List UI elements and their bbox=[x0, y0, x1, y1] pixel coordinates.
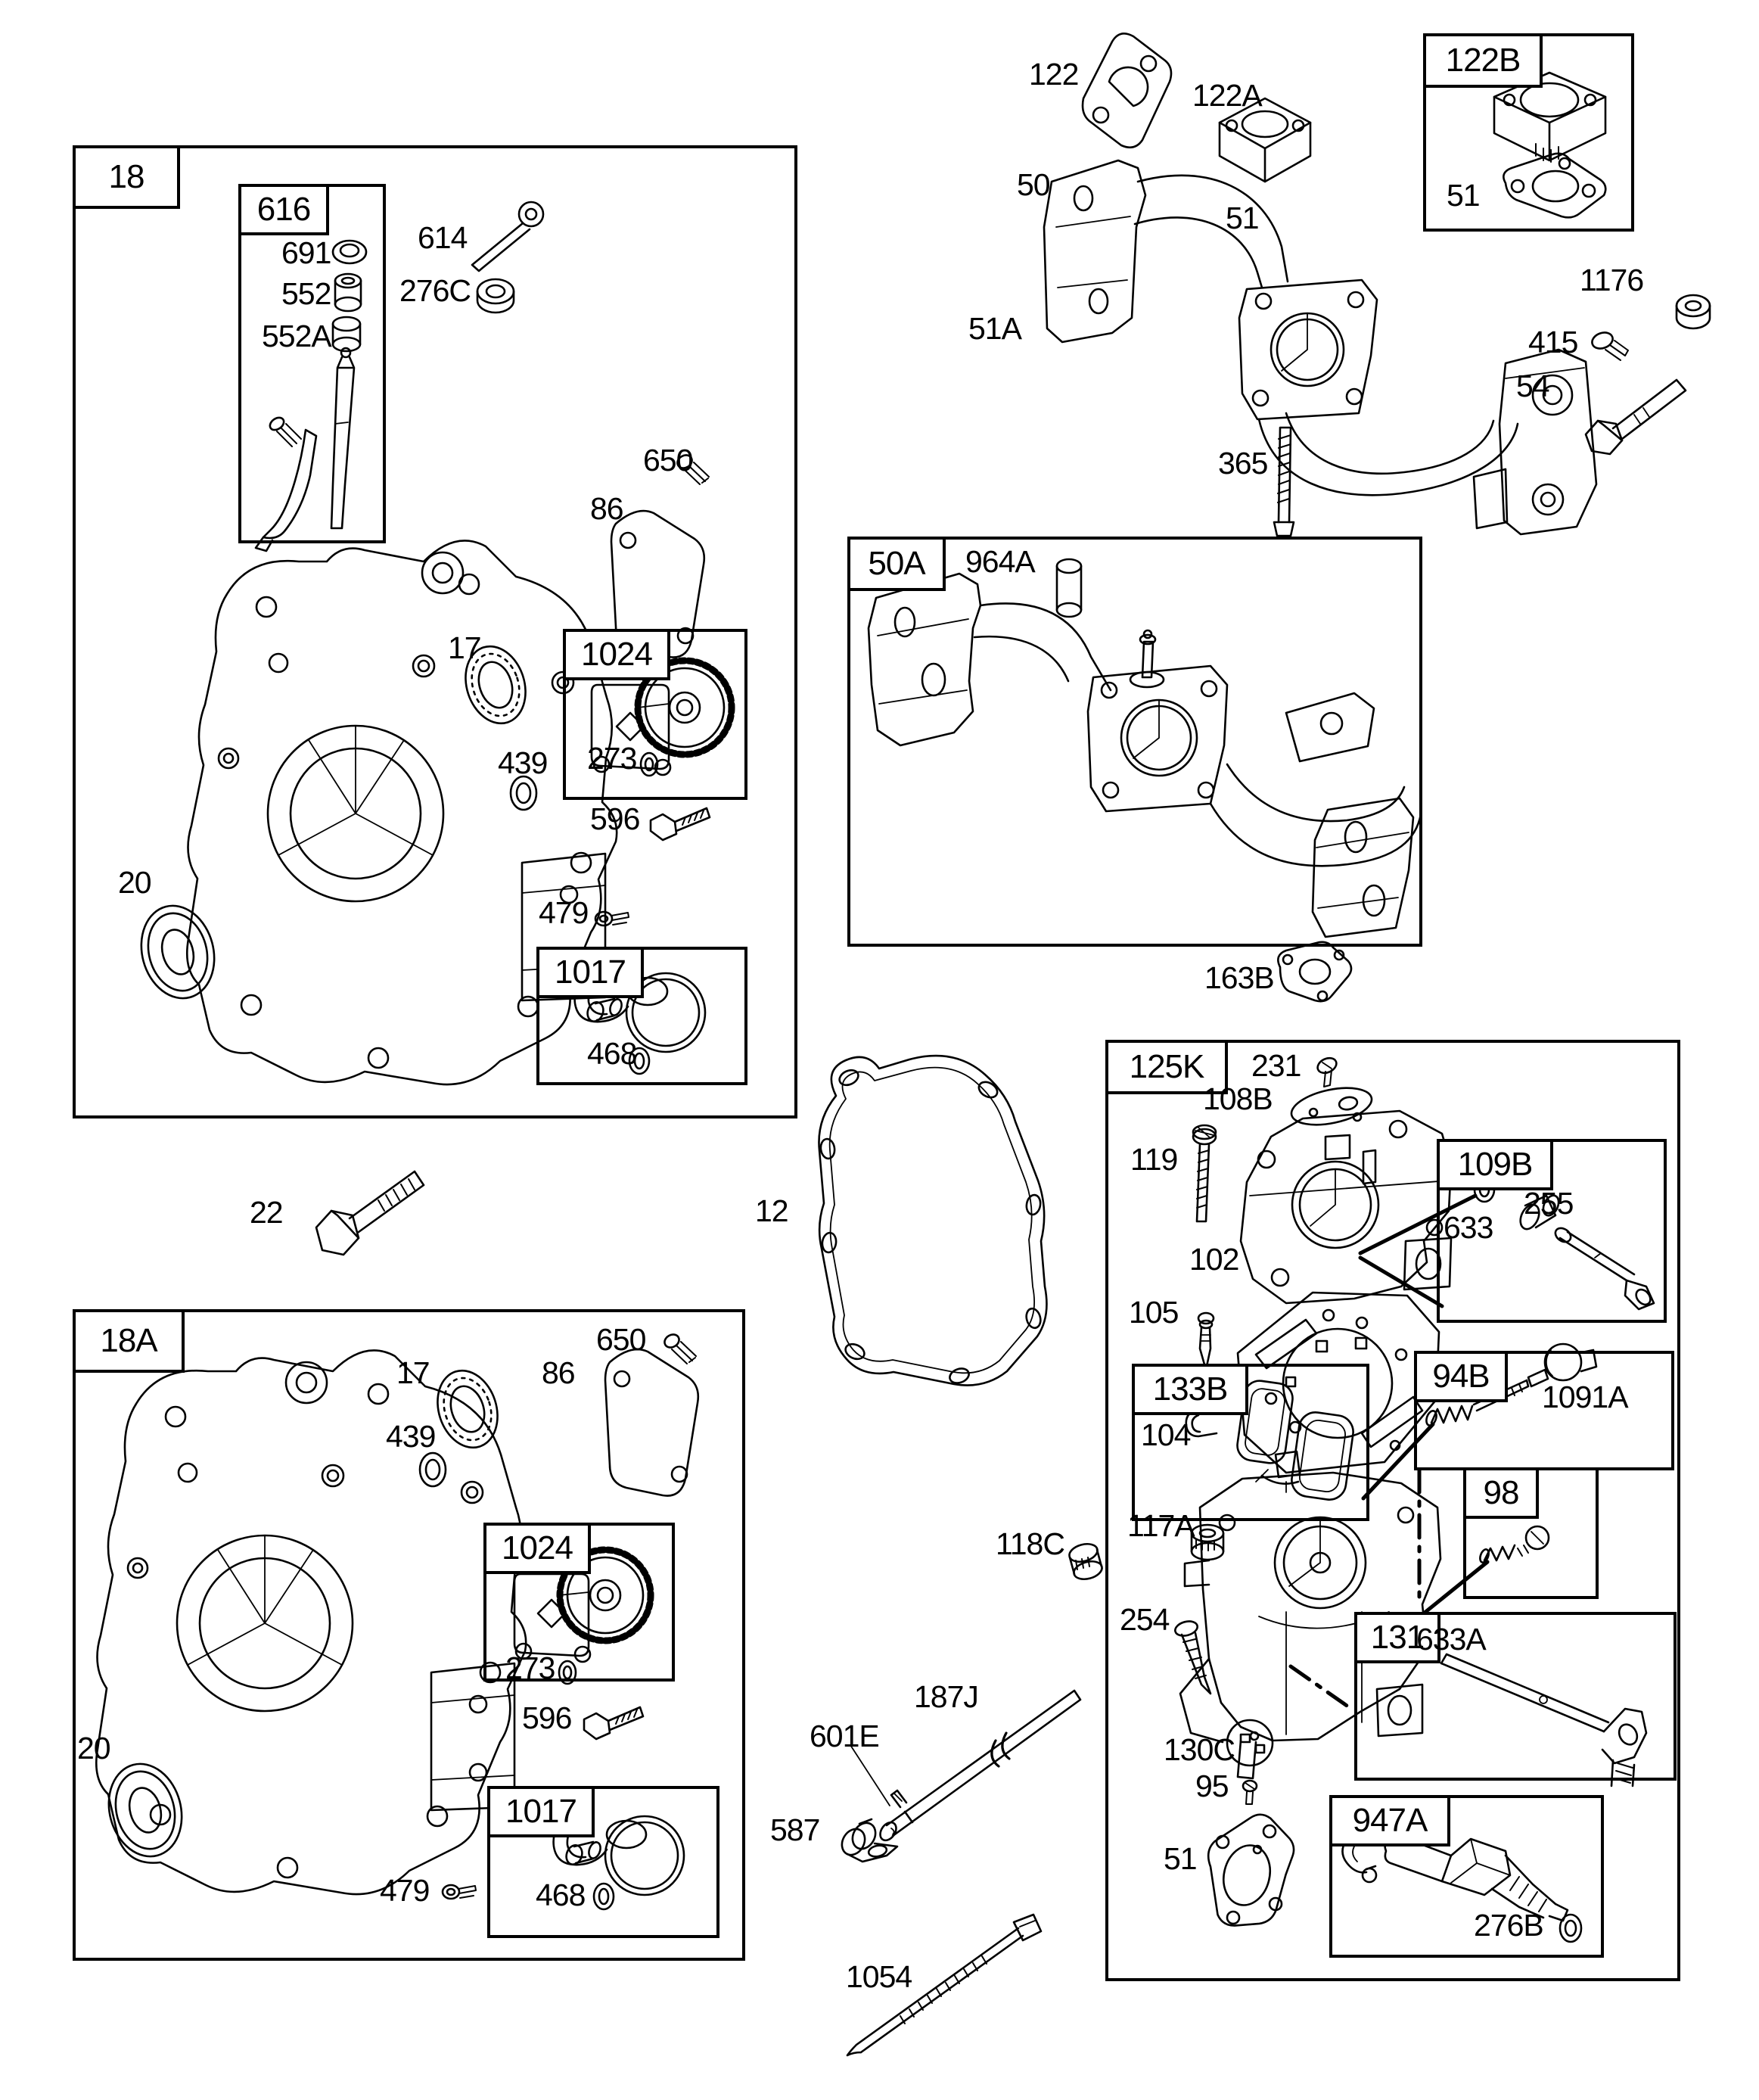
part-label-86a: 86 bbox=[590, 491, 623, 526]
group-label-94B: 94B bbox=[1432, 1358, 1490, 1395]
group-box-131 bbox=[1354, 1612, 1677, 1781]
group-label-18A: 18A bbox=[100, 1322, 157, 1359]
group-tab-109B bbox=[1437, 1139, 1553, 1190]
group-label-1024a: 1024 bbox=[581, 636, 652, 673]
part-label-1054: 1054 bbox=[846, 1959, 912, 1994]
group-tab-18A bbox=[73, 1309, 185, 1373]
part-label-365: 365 bbox=[1218, 446, 1268, 481]
group-box-50A bbox=[847, 537, 1422, 947]
group-tab-616 bbox=[238, 184, 329, 235]
group-tab-1017b bbox=[487, 1786, 595, 1837]
part-label-273b: 273 bbox=[505, 1650, 555, 1685]
group-tab-133B bbox=[1132, 1364, 1248, 1415]
group-label-1017a: 1017 bbox=[555, 954, 626, 991]
governor-shaft-187J-drawing bbox=[877, 1691, 1080, 1843]
group-tab-1024a bbox=[563, 629, 670, 680]
part-label-118C: 118C bbox=[996, 1526, 1064, 1561]
part-label-187J: 187J bbox=[914, 1679, 978, 1714]
part-label-119: 119 bbox=[1130, 1142, 1178, 1177]
part-label-633A: 633A bbox=[1416, 1622, 1486, 1657]
plug-118C-icon bbox=[1068, 1541, 1104, 1582]
part-label-105: 105 bbox=[1129, 1295, 1179, 1330]
group-tab-94B bbox=[1414, 1351, 1508, 1402]
group-box-1017a bbox=[536, 947, 747, 1085]
group-label-947A: 947A bbox=[1352, 1802, 1428, 1839]
part-label-51m: 51 bbox=[1226, 201, 1259, 235]
part-label-95: 95 bbox=[1195, 1769, 1229, 1803]
part-label-117A: 117A bbox=[1127, 1508, 1195, 1543]
part-label-276B: 276B bbox=[1474, 1908, 1543, 1943]
part-label-964A: 964A bbox=[965, 544, 1035, 579]
part-label-633: 633 bbox=[1444, 1210, 1493, 1245]
part-label-104: 104 bbox=[1141, 1417, 1191, 1452]
part-label-479a: 479 bbox=[539, 895, 589, 930]
group-tab-1017a bbox=[536, 947, 644, 998]
group-tab-1024b bbox=[483, 1523, 591, 1574]
group-label-1024b: 1024 bbox=[502, 1529, 573, 1566]
nut-1176-icon bbox=[1677, 295, 1710, 328]
group-box-1017b bbox=[487, 1786, 719, 1938]
part-label-17b: 17 bbox=[396, 1355, 430, 1390]
part-label-273a: 273 bbox=[587, 741, 637, 776]
group-tab-98 bbox=[1463, 1467, 1539, 1519]
part-label-691: 691 bbox=[281, 235, 331, 270]
part-label-51b: 51 bbox=[1447, 178, 1480, 213]
part-label-1091A: 1091A bbox=[1542, 1380, 1628, 1414]
gasket-163B-drawing bbox=[1278, 942, 1351, 1001]
group-tab-18 bbox=[73, 145, 180, 209]
group-label-98: 98 bbox=[1483, 1474, 1519, 1511]
part-label-596a: 596 bbox=[590, 801, 640, 836]
group-label-109B: 109B bbox=[1457, 1146, 1533, 1183]
part-label-122A: 122A bbox=[1192, 78, 1262, 113]
group-label-122B: 122B bbox=[1445, 42, 1521, 79]
group-box-947A bbox=[1329, 1795, 1604, 1958]
part-label-468b: 468 bbox=[536, 1878, 586, 1912]
part-label-415: 415 bbox=[1528, 325, 1578, 359]
part-label-86b: 86 bbox=[542, 1355, 575, 1390]
stud-365-icon bbox=[1274, 428, 1294, 536]
part-label-130C: 130C bbox=[1164, 1732, 1235, 1767]
group-label-50A: 50A bbox=[868, 545, 925, 582]
part-label-22: 22 bbox=[250, 1195, 283, 1230]
group-label-616: 616 bbox=[256, 191, 311, 228]
part-label-439a: 439 bbox=[498, 745, 548, 780]
leader-line-601E bbox=[850, 1745, 890, 1806]
part-label-12: 12 bbox=[755, 1193, 788, 1228]
group-tab-50A bbox=[847, 537, 946, 591]
group-box-98 bbox=[1463, 1467, 1599, 1599]
part-label-552: 552 bbox=[281, 276, 331, 311]
part-label-102: 102 bbox=[1189, 1242, 1239, 1277]
part-label-650b: 650 bbox=[596, 1322, 646, 1357]
part-label-108B: 108B bbox=[1203, 1081, 1273, 1116]
part-label-601E: 601E bbox=[810, 1719, 879, 1753]
part-label-254: 254 bbox=[1120, 1602, 1170, 1637]
part-label-479b: 479 bbox=[380, 1873, 430, 1908]
group-tab-947A bbox=[1329, 1795, 1450, 1846]
group-label-131: 131 bbox=[1370, 1619, 1425, 1656]
part-label-231: 231 bbox=[1251, 1048, 1301, 1083]
part-label-20b: 20 bbox=[77, 1731, 110, 1766]
part-label-439b: 439 bbox=[386, 1419, 436, 1454]
part-label-51c: 51 bbox=[1164, 1841, 1197, 1876]
group-label-1017b: 1017 bbox=[505, 1793, 576, 1830]
part-label-587: 587 bbox=[770, 1812, 820, 1847]
part-label-614: 614 bbox=[418, 220, 468, 255]
group-label-133B: 133B bbox=[1152, 1370, 1228, 1408]
plug-415-icon bbox=[1590, 330, 1628, 360]
part-label-552A: 552A bbox=[262, 319, 331, 353]
part-label-20a: 20 bbox=[118, 865, 151, 900]
crankcase-gasket-12-drawing bbox=[819, 1056, 1046, 1386]
part-label-54: 54 bbox=[1516, 369, 1549, 403]
part-label-163B: 163B bbox=[1204, 960, 1274, 995]
part-label-51A: 51A bbox=[968, 311, 1021, 346]
group-tab-122B bbox=[1423, 33, 1543, 88]
bolt-22-icon bbox=[316, 1171, 424, 1255]
part-label-276C: 276C bbox=[399, 273, 471, 308]
part-label-1176: 1176 bbox=[1580, 263, 1644, 297]
part-label-17a: 17 bbox=[448, 630, 481, 665]
group-label-125K: 125K bbox=[1129, 1048, 1204, 1085]
part-label-122: 122 bbox=[1029, 57, 1079, 92]
bolt-54-icon bbox=[1586, 380, 1686, 454]
group-label-18: 18 bbox=[108, 158, 145, 195]
part-label-50: 50 bbox=[1017, 167, 1050, 202]
part-label-468a: 468 bbox=[587, 1036, 637, 1071]
part-label-255: 255 bbox=[1524, 1186, 1574, 1221]
part-label-650a: 650 bbox=[643, 443, 693, 478]
exhaust-gasket-122-drawing bbox=[1083, 33, 1171, 147]
part-label-596b: 596 bbox=[522, 1700, 572, 1735]
